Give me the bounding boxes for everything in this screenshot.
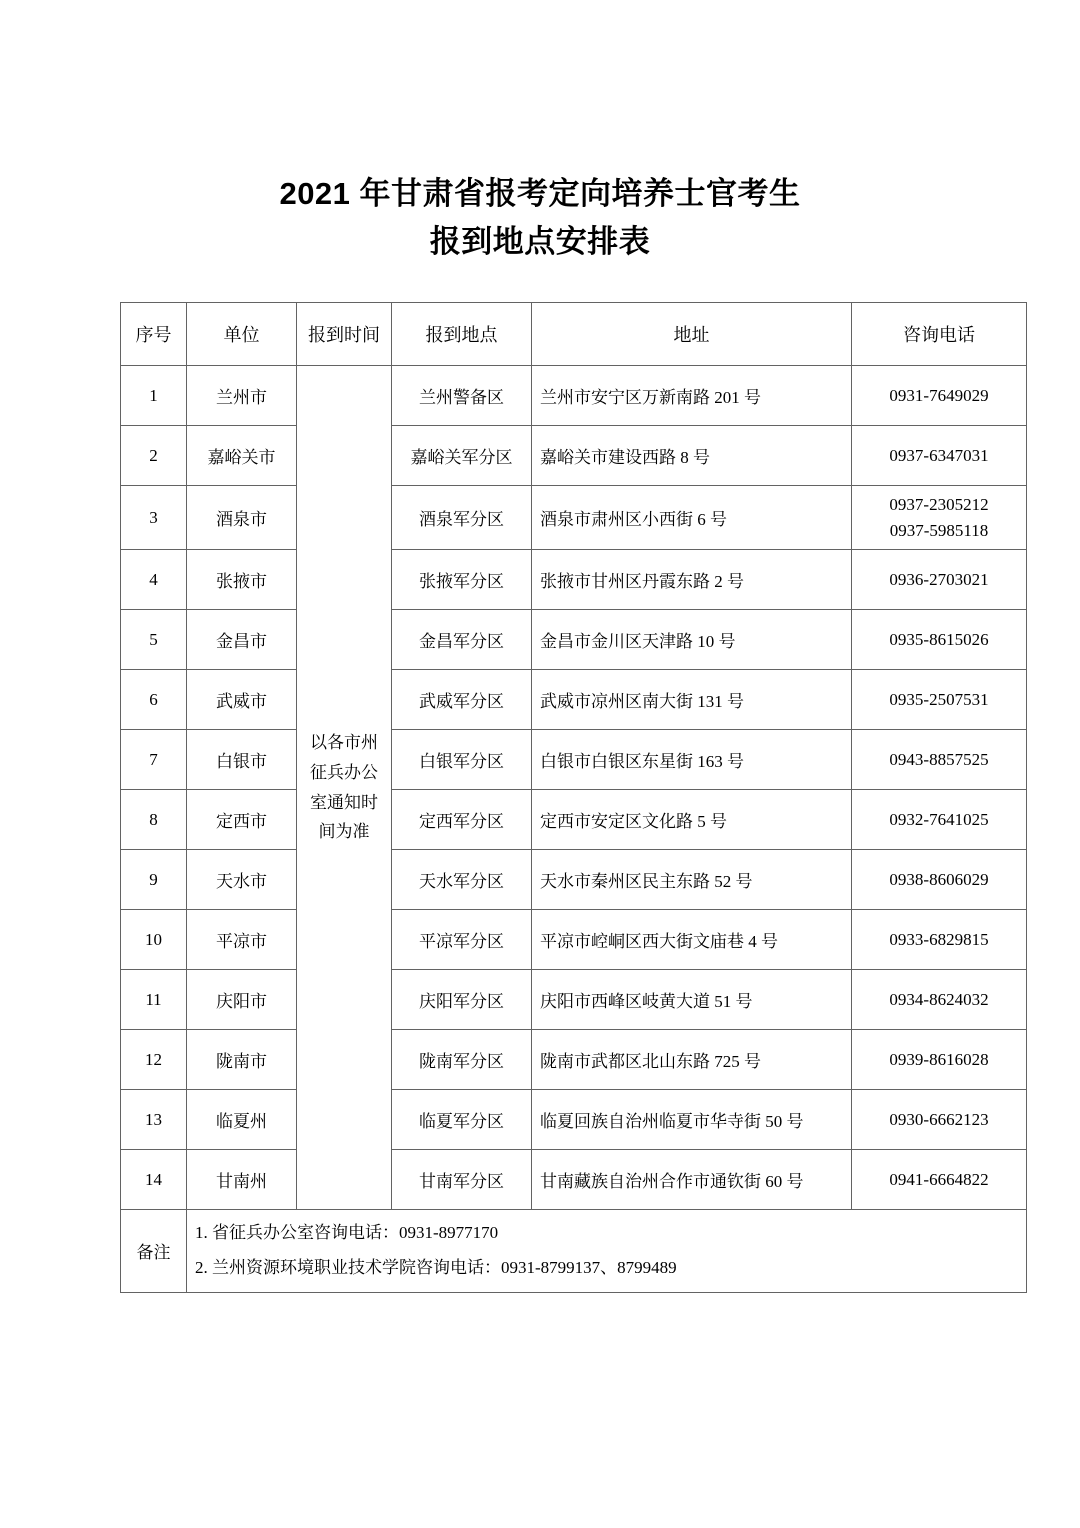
- cell-unit: 张掖市: [187, 550, 297, 610]
- cell-place: 兰州警备区: [392, 366, 532, 426]
- cell-unit: 陇南市: [187, 1030, 297, 1090]
- cell-address: 嘉峪关市建设西路 8 号: [532, 426, 852, 486]
- report-time-text: 以各市州征兵办公室通知时间为准: [310, 733, 378, 842]
- cell-tel: [852, 610, 1027, 670]
- cell-place: 甘南军分区: [392, 1150, 532, 1210]
- cell-place: 金昌军分区: [392, 610, 532, 670]
- cell-no: 1: [121, 366, 187, 426]
- cell-address: 天水市秦州区民主东路 52 号: [532, 850, 852, 910]
- cell-tel: [852, 730, 1027, 790]
- table-row: [121, 970, 1027, 1030]
- cell-address: 武威市凉州区南大街 131 号: [532, 670, 852, 730]
- tel-line: 0936-2703021: [889, 569, 989, 589]
- cell-address: 金昌市金川区天津路 10 号: [532, 610, 852, 670]
- tel-line: 0933-6829815: [889, 929, 989, 949]
- table-row: [121, 670, 1027, 730]
- cell-address: 临夏回族自治州临夏市华寺街 50 号: [532, 1090, 852, 1150]
- cell-place: 嘉峪关军分区: [392, 426, 532, 486]
- cell-unit: 天水市: [187, 850, 297, 910]
- table-footer: [121, 1210, 1027, 1293]
- cell-address: 张掖市甘州区丹霞东路 2 号: [532, 550, 852, 610]
- table-header: [121, 303, 1027, 366]
- cell-no: 7: [121, 730, 187, 790]
- cell-tel: [852, 550, 1027, 610]
- cell-tel: [852, 670, 1027, 730]
- cell-unit: 金昌市: [187, 610, 297, 670]
- remark-line-2: 2. 兰州资源环境职业技术学院咨询电话：0931-8799137、8799489: [195, 1257, 677, 1277]
- cell-unit: 平凉市: [187, 910, 297, 970]
- tel-line: 0930-6662123: [889, 1109, 989, 1129]
- column-header-unit: 单位: [187, 303, 297, 366]
- cell-tel: [852, 1090, 1027, 1150]
- table-row: [121, 1150, 1027, 1210]
- cell-place: 陇南军分区: [392, 1030, 532, 1090]
- cell-address: 陇南市武都区北山东路 725 号: [532, 1030, 852, 1090]
- page-title-line-1: 2021 年甘肃省报考定向培养士官考生: [279, 176, 801, 211]
- page-title: [120, 170, 960, 266]
- tel-line: 0934-8624032: [889, 989, 989, 1009]
- cell-place: 定西军分区: [392, 790, 532, 850]
- cell-place: 武威军分区: [392, 670, 532, 730]
- cell-address: 兰州市安宁区万新南路 201 号: [532, 366, 852, 426]
- tel-line: 0941-6664822: [889, 1169, 989, 1189]
- tel-line: 0939-8616028: [889, 1049, 989, 1069]
- cell-report-time-merged: [297, 366, 392, 1210]
- cell-tel: [852, 910, 1027, 970]
- cell-place: 天水军分区: [392, 850, 532, 910]
- table-row: [121, 1030, 1027, 1090]
- table-row: [121, 426, 1027, 486]
- cell-unit: 定西市: [187, 790, 297, 850]
- cell-no: 8: [121, 790, 187, 850]
- cell-tel: [852, 486, 1027, 550]
- table-row: [121, 1090, 1027, 1150]
- cell-unit: 临夏州: [187, 1090, 297, 1150]
- table-row: [121, 730, 1027, 790]
- cell-address: 定西市安定区文化路 5 号: [532, 790, 852, 850]
- cell-place: 白银军分区: [392, 730, 532, 790]
- cell-unit: 嘉峪关市: [187, 426, 297, 486]
- cell-unit: 兰州市: [187, 366, 297, 426]
- cell-no: 5: [121, 610, 187, 670]
- column-header-place: 报到地点: [392, 303, 532, 366]
- cell-address: 白银市白银区东星街 163 号: [532, 730, 852, 790]
- cell-place: 平凉军分区: [392, 910, 532, 970]
- tel-line: 0935-2507531: [889, 689, 989, 709]
- tel-line: 0932-7641025: [889, 809, 989, 829]
- cell-unit: 酒泉市: [187, 486, 297, 550]
- cell-no: 3: [121, 486, 187, 550]
- page-title-line-2: 报到地点安排表: [429, 224, 651, 260]
- cell-tel: [852, 366, 1027, 426]
- column-header-no: 序号: [121, 303, 187, 366]
- table-row: [121, 610, 1027, 670]
- remark-label: 备注: [121, 1210, 187, 1293]
- cell-unit: 武威市: [187, 670, 297, 730]
- table-header-row: [121, 303, 1027, 366]
- table-row: [121, 550, 1027, 610]
- cell-no: 14: [121, 1150, 187, 1210]
- cell-tel: [852, 970, 1027, 1030]
- table-row: [121, 850, 1027, 910]
- cell-no: 13: [121, 1090, 187, 1150]
- cell-place: 酒泉军分区: [392, 486, 532, 550]
- cell-unit: 白银市: [187, 730, 297, 790]
- cell-no: 11: [121, 970, 187, 1030]
- cell-tel: [852, 1150, 1027, 1210]
- table-row: [121, 790, 1027, 850]
- tel-line: 0937-6347031: [889, 445, 989, 465]
- report-location-table: [120, 302, 1027, 1293]
- cell-tel: [852, 1030, 1027, 1090]
- table-row: [121, 486, 1027, 550]
- cell-no: 10: [121, 910, 187, 970]
- cell-tel: [852, 790, 1027, 850]
- cell-place: 张掖军分区: [392, 550, 532, 610]
- cell-no: 2: [121, 426, 187, 486]
- table-row: [121, 366, 1027, 426]
- table-body: [121, 366, 1027, 1210]
- cell-address: 甘南藏族自治州合作市通钦街 60 号: [532, 1150, 852, 1210]
- column-header-address: 地址: [532, 303, 852, 366]
- cell-no: 12: [121, 1030, 187, 1090]
- remark-body: [187, 1210, 1027, 1293]
- cell-unit: 庆阳市: [187, 970, 297, 1030]
- cell-address: 酒泉市肃州区小西街 6 号: [532, 486, 852, 550]
- cell-tel: [852, 850, 1027, 910]
- remark-row: [121, 1210, 1027, 1293]
- tel-line: 0938-8606029: [889, 869, 989, 889]
- column-header-tel: 咨询电话: [852, 303, 1027, 366]
- cell-no: 6: [121, 670, 187, 730]
- cell-place: 临夏军分区: [392, 1090, 532, 1150]
- tel-line: 0935-8615026: [889, 629, 989, 649]
- cell-no: 9: [121, 850, 187, 910]
- tel-line: 0931-7649029: [889, 385, 989, 405]
- cell-tel: [852, 426, 1027, 486]
- cell-no: 4: [121, 550, 187, 610]
- tel-line: 0937-2305212: [889, 495, 989, 515]
- tel-line: 0943-8857525: [889, 749, 989, 769]
- column-header-time: 报到时间: [297, 303, 392, 366]
- tel-line: 0937-5985118: [889, 520, 989, 540]
- table-row: [121, 910, 1027, 970]
- remark-line-1: 1. 省征兵办公室咨询电话：0931-8977170: [195, 1223, 499, 1243]
- cell-address: 庆阳市西峰区岐黄大道 51 号: [532, 970, 852, 1030]
- cell-place: 庆阳军分区: [392, 970, 532, 1030]
- cell-unit: 甘南州: [187, 1150, 297, 1210]
- cell-address: 平凉市崆峒区西大街文庙巷 4 号: [532, 910, 852, 970]
